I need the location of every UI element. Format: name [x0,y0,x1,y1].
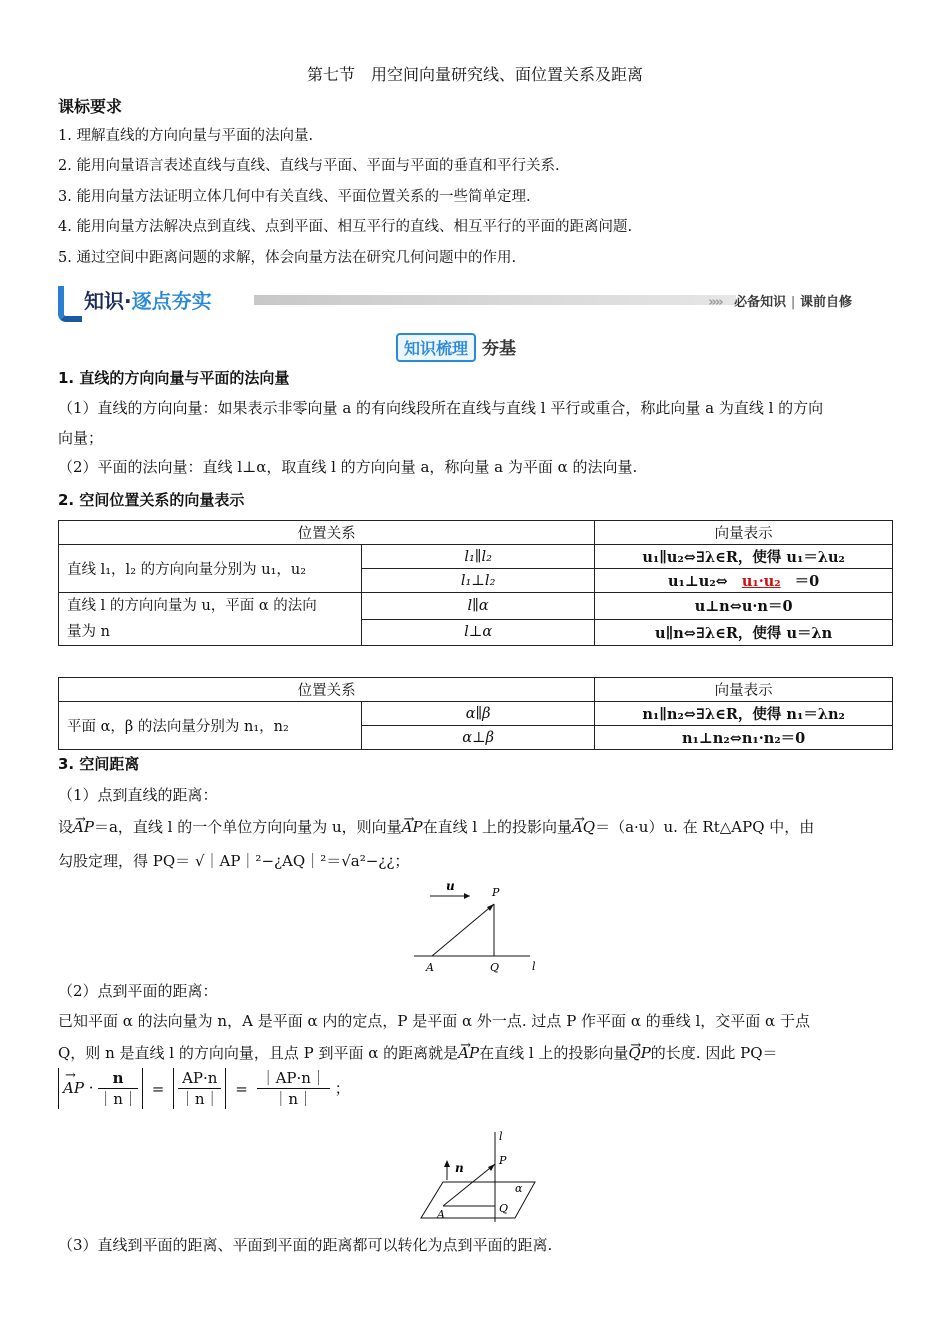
banner-sep: | [790,295,796,310]
segment-ap [432,904,494,956]
section-1-p1b: 向量； [58,429,104,447]
requirement-item: 4. 能用向量方法解决点到直线、点到平面、相互平行的直线、相互平行的平面的距离问题. [58,219,633,235]
table-header: 位置关系 [59,678,595,702]
text-run: ； [334,1079,350,1098]
label-q: Q [499,1202,509,1215]
fraction-num: AP·n [178,1068,221,1089]
banner-right-b: 课前自修 [799,295,852,310]
point-line-text [58,812,814,842]
section-1-p2: （2）平面的法向量：直线 l⊥α，取直线 l 的方向向量 a，称向量 a 为平面 α 的法向量. [58,458,638,476]
label-q: Q [490,961,500,974]
text-run: 在直线 l 上的投影向量 [422,818,572,836]
table-cell: 平面 α，β 的法向量分别为 n₁，n₂ [59,702,362,750]
banner-right [708,291,852,310]
banner-corner-icon [58,286,82,322]
point-plane-text-1: 已知平面 α 的法向量为 n，A 是平面 α 内的定点，P 是平面 α 外一点. 过点 P 作平面 α 的垂线 l，交平面 α 于点 [58,1012,810,1030]
vector-ap: → AP [458,1044,479,1062]
text-run: Q，则 n 是直线 l 的方向向量，且点 P 到平面 α 的距离就是 [58,1044,459,1062]
distance-formula: → AP · $\frac{n}{|n|}$ = $\frac{AP\cdot n}{|n|}$ = $\frac{|AP\cdot n|}{|n|}$ ； [58,1068,350,1109]
vector-ap: → AP [63,1079,84,1097]
fraction [257,1068,330,1109]
relation-table-planes [58,677,893,750]
text-run: 在直线 l 上的投影向量 [479,1044,629,1062]
section-3-sub1: （1）点到直线的距离： [58,786,218,804]
table-cell: l₁⊥l₂ [362,569,595,593]
figure-point-to-plane [415,1130,545,1225]
section-banner [58,284,892,320]
fraction-den: ｜n｜ [179,1090,220,1108]
section-3-sub2: （2）点到平面的距离： [58,982,218,1000]
label-n: n [455,1161,464,1175]
fraction [98,1068,138,1109]
table-cell [595,569,893,593]
segment-ap [443,1164,495,1206]
abs-expression: → AP · $\frac{n}{|n|}$ [58,1068,143,1109]
table-cell-text: 直线 l 的方向向量为 u，平面 α 的法向 [67,598,317,614]
arrow-icon [488,1164,495,1171]
label-a: A [437,1208,445,1221]
requirement-item: 5. 通过空间中距离问题的求解，体会向量方法在研究几何问题中的作用. [58,250,517,266]
banner-title-left: 知识· [84,289,132,313]
table-cell [59,593,362,646]
text-run: ＝（a·u）u. 在 Rt△APQ 中，由 [595,818,815,836]
table-cell: l∥α [362,593,595,620]
sub-banner-tail: 夯基 [482,339,517,359]
label-p: P [492,886,500,899]
vector-qp: → QP [628,1044,650,1062]
label-alpha: α [515,1182,523,1195]
label-l: l [499,1130,503,1143]
table-cell: u⊥n⇔u·n＝0 [595,593,893,620]
fraction-num: n [98,1068,138,1089]
abs-expression [173,1068,226,1109]
fraction-den: ｜n｜ [98,1090,138,1108]
section-1-heading: 1. 直线的方向向量与平面的法向量 [58,369,290,387]
table-cell-text: 量为 n [67,624,110,640]
text-run: ； [394,852,410,870]
arrow-icon [444,1160,450,1167]
fraction-den: ｜n｜ [273,1090,314,1108]
table-cell: l⊥α [362,619,595,646]
text-run: 勾股定理，得 PQ＝ [58,852,191,870]
table-cell: l₁∥l₂ [362,545,595,569]
table-cell: α∥β [362,702,595,726]
section-3-sub3: （3）直线到平面的距离、平面到平面的距离都可以转化为点到平面的距离. [58,1236,553,1254]
formula-run: ＝√a²−¿¿ [326,852,395,870]
table-cell: α⊥β [362,726,595,750]
vector-aq: → AQ [572,818,595,836]
sub-banner-box: 知识梳理 [396,333,476,362]
table-cell: u₁∥u₂⇔∃λ∈R，使得 u₁＝λu₂ [595,545,893,569]
label-a: A [426,961,434,974]
arrow-icon [464,893,470,899]
label-u: u [446,879,455,893]
banner-title-accent: 逐点夯实 [131,289,212,313]
formula-run: √｜AP｜²−¿AQ｜² [194,852,327,870]
section-3-heading: 3. 空间距离 [58,755,140,773]
table-cell-text: ＝0 [794,573,820,590]
text-run: ＝a，直线 l 的一个单位方向向量为 u，则向量 [93,818,402,836]
text-run: 的长度. 因此 PQ＝ [650,1044,778,1062]
banner-title [58,284,264,318]
section-1-p1: （1）直线的方向向量：如果表示非零向量 a 的有向线段所在直线与直线 l 平行或重合，称此向量 a 为直线 l 的方向 [58,399,824,417]
label-l: l [532,960,536,973]
requirements-heading: 课标要求 [58,97,123,116]
section-2-heading: 2. 空间位置关系的向量表示 [58,491,245,509]
table-header: 位置关系 [59,521,595,545]
point-plane-text-2 [58,1038,778,1068]
arrow-icon [487,904,494,911]
banner-bar [254,295,736,305]
pythagoras-text [58,846,409,876]
table-cell: 直线 l₁，l₂ 的方向向量分别为 u₁，u₂ [59,545,362,593]
page-title: 第七节 用空间向量研究线、面位置关系及距离 [306,65,643,84]
figure-point-to-line [410,876,550,976]
sub-banner [396,333,516,363]
table-cell: n₁∥n₂⇔∃λ∈R，使得 n₁＝λn₂ [595,702,893,726]
fraction [178,1068,221,1109]
requirement-item: 2. 能用向量语言表述直线与直线、直线与平面、平面与平面的垂直和平行关系. [58,158,560,174]
table-cell: u∥n⇔∃λ∈R，使得 u＝λn [595,619,893,646]
fraction-num: ｜AP·n｜ [257,1068,330,1089]
text-run: 设 [58,818,74,836]
relation-table-lines [58,520,893,646]
table-cell: n₁⊥n₂⇔n₁·n₂＝0 [595,726,893,750]
banner-right-a: 必备知识 [734,295,787,310]
table-header: 向量表示 [595,678,893,702]
vector-ap: → AP [402,818,423,836]
label-p: P [499,1154,507,1167]
requirement-item: 1. 理解直线的方向向量与平面的法向量. [58,128,314,144]
table-header: 向量表示 [595,521,893,545]
answer-blank: u₁·u₂ [741,573,781,590]
vector-ap: → AP [73,818,94,836]
arrows-icon: ›››› [708,295,722,310]
requirement-item: 3. 能用向量方法证明立体几何中有关直线、平面位置关系的一些简单定理. [58,189,531,205]
table-cell-text: u₁⊥u₂⇔ [667,573,728,590]
